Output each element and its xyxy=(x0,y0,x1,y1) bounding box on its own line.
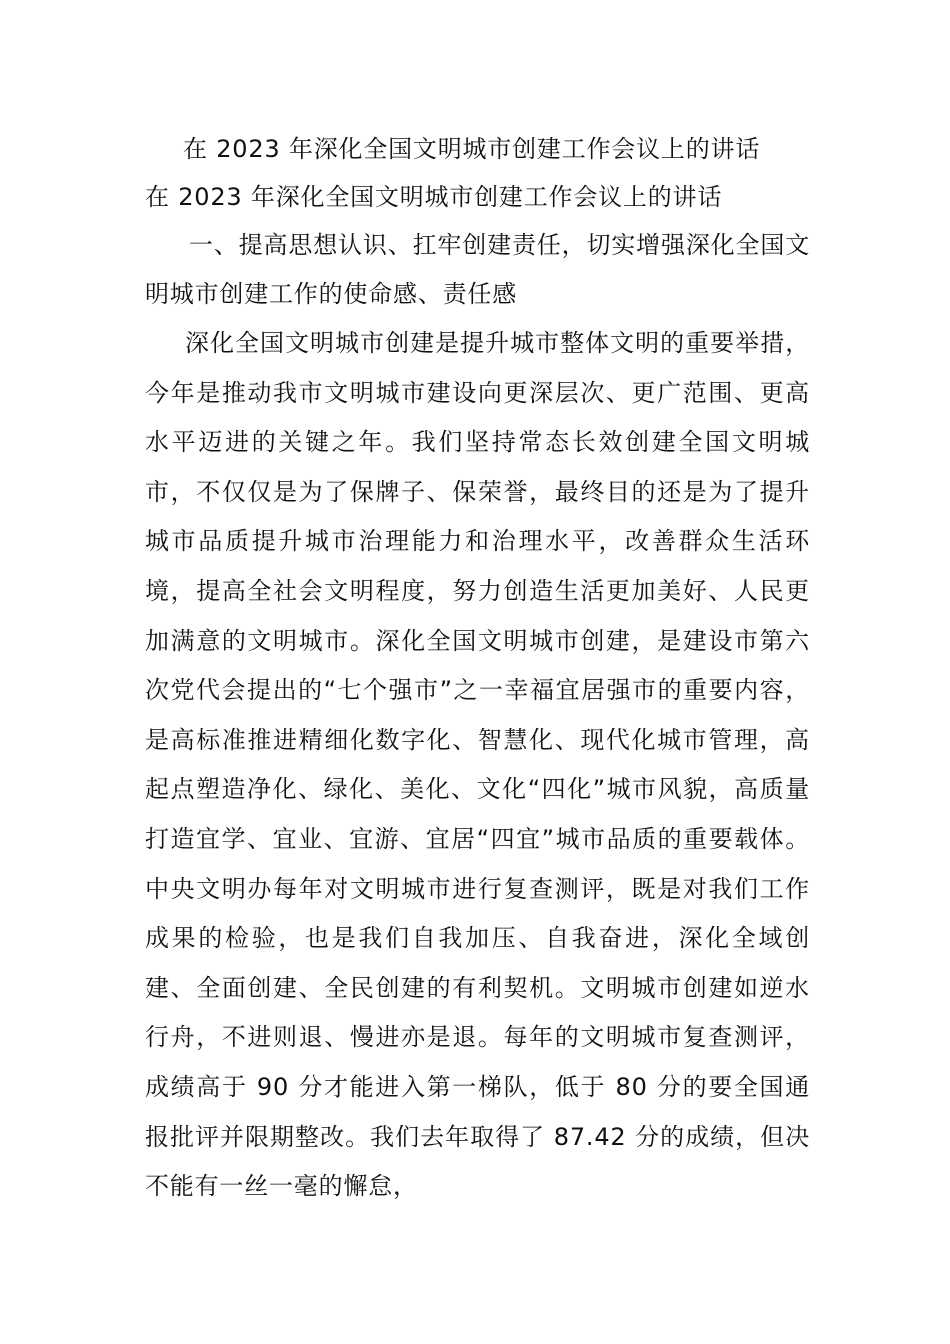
document-title-secondary: 在 2023 年深化全国文明城市创建工作会议上的讲话 xyxy=(145,183,723,211)
document-content xyxy=(145,125,810,1212)
body-paragraph: 深化全国文明城市创建是提升城市整体文明的重要举措，今年是推动我市文明城市建设向更深层次、更广范围、更高水平迈进的关键之年。我们坚持常态长效创建全国文明城市，不仅仅是为了保牌子、保荣誉，最终目的还是为了提升城市品质提升城市治理能力和治理水平，改善群众生活环境，提高全社会文明程度，努力创造生活更加美好、人民更加满意的文明城市。深化全国文明城市创建，是建设市第六次党代会提出的“七个强市”之一幸福宜居强市的重要内容，是高标准推进精细化数字化、智慧化、现代化城市管理，高起点塑造净化、绿化、美化、文化“四化”城市风貌，高质量打造宜学、宜业、宜游、宜居“四宜”城市品质的重要载体。中央文明办每年对文明城市进行复查测评，既是对我们工作成果的检验，也是我们自我加压、自我奋进，深化全域创建、全面创建、全民创建的有利契机。文明城市创建如逆水行舟，不进则退、慢进亦是退。每年的文明城市复查测评，成绩高于 90 分才能进入第一梯队，低于 80 分的要全国通报批评并限期整改。我们去年取得了 87.42 分的成绩，但决不能有一丝一毫的懈怠， xyxy=(145,329,810,1201)
document-title-primary: 在 2023 年深化全国文明城市创建工作会议上的讲话 xyxy=(183,135,761,163)
section-1-heading: 一、提高思想认识、扛牢创建责任，切实增强深化全国文明城市创建工作的使命感、责任感 xyxy=(145,231,810,308)
